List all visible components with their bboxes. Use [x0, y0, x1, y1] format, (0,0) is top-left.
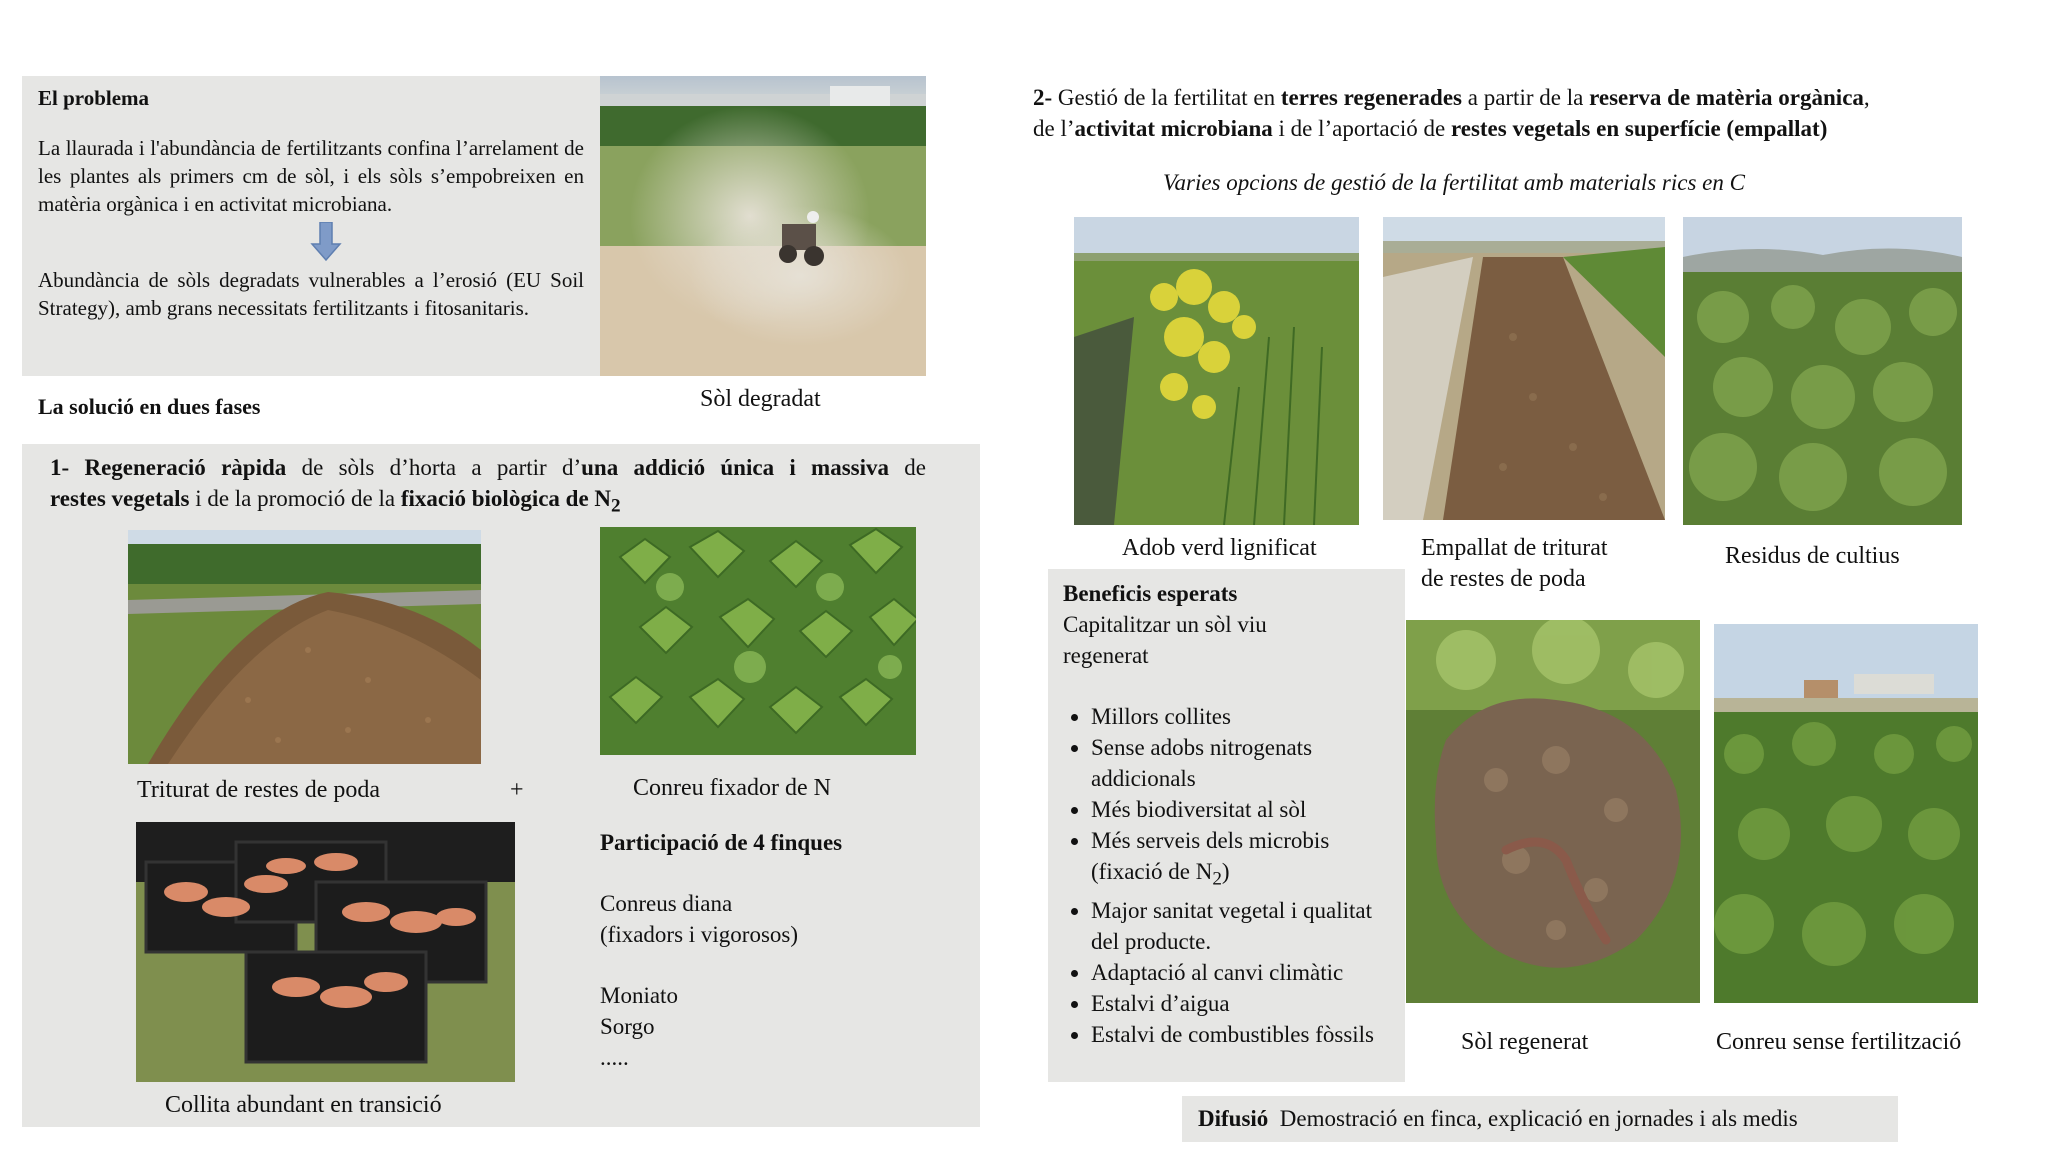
- solution-title: La solució en dues fases: [38, 394, 261, 419]
- green-manure-photo: [1074, 217, 1359, 525]
- benefit-item: • Més serveis dels microbis (fixació de $N_2$): [1091, 825, 1387, 895]
- crop-item: Sorgo: [600, 1014, 655, 1039]
- problem-title: El problema: [38, 86, 150, 110]
- crop-list: [600, 980, 678, 1073]
- regenerated-soil-photo: [1406, 620, 1700, 1003]
- benefit-item: • Millors collites: [1091, 701, 1387, 732]
- degraded-soil-photo: [600, 76, 926, 376]
- harvest-crates-photo: [136, 822, 515, 1082]
- problem-text-2: Abundància de sòls degradats vulnerables a l’erosió (EU Soil Strategy), amb grans necessitats fertilitzants i fitosanitaris.: [38, 268, 584, 320]
- benefit-item: • Estalvi d’aigua: [1091, 988, 1387, 1019]
- unfertilized-crop-photo: [1714, 624, 1978, 1003]
- benefit-item: • Estalvi de combustibles fòssils: [1091, 1019, 1387, 1050]
- benefit-item: • Sense adobs nitrogenats addicionals: [1091, 732, 1387, 794]
- benefit-item: • Adaptació al canvi climàtic: [1091, 957, 1387, 988]
- pruning-mulch-caption: Empallat de triturat de restes de poda: [1421, 535, 1608, 592]
- crop-item: .....: [600, 1045, 629, 1070]
- regenerated-soil-caption: Sòl regenerat: [1461, 1029, 1589, 1055]
- crop-residues-caption: Residus de cultius: [1725, 543, 1900, 569]
- crop-item: Moniato: [600, 983, 678, 1008]
- plus-sign: +: [510, 777, 524, 803]
- benefits-title: Beneficis esperats: [1063, 581, 1238, 606]
- diffusion-text: Difusió Demostració en finca, explicació en jornades i als medis: [1198, 1106, 1798, 1131]
- crop-residues-photo: [1683, 217, 1962, 525]
- n-fixer-crop-photo: [600, 527, 916, 755]
- green-manure-caption: Adob verd lignificat: [1122, 535, 1317, 561]
- benefit-item: • Més biodiversitat al sòl: [1091, 794, 1387, 825]
- harvest-caption: Collita abundant en transició: [165, 1092, 442, 1118]
- mulch-pile-photo: [128, 530, 481, 764]
- target-crops: Conreus diana (fixadors i vigorosos): [600, 891, 799, 947]
- options-subtitle: Varies opcions de gestió de la fertilitat amb materials rics en C: [1163, 170, 1745, 195]
- farms-title: Participació de 4 finques: [600, 830, 843, 855]
- phase1-heading: 1- Regeneració ràpida de sòls d’horta a partir d’una addició única i massiva de restes vegetals i de la promoció de la fixació biològica de $N_2$: [50, 455, 927, 517]
- n-fixer-caption: Conreu fixador de N: [633, 775, 831, 801]
- mulch-caption: Triturat de restes de poda: [137, 777, 381, 803]
- phase2-heading: 2- Gestió de la fertilitat en terres regenerades a partir de la reserva de matèria orgànica, de l’activitat microbiana i de l’aportació de restes vegetals en superfície (empallat): [1033, 85, 1870, 141]
- degraded-soil-caption: Sòl degradat: [700, 386, 821, 412]
- pruning-mulch-photo: [1383, 217, 1665, 520]
- problem-text-1: La llaurada i l'abundància de fertilitzants confina l’arrelament de les plantes als primers cm de sòl, i els sòls s’empobreixen en matèria orgànica i en activitat microbiana.: [38, 136, 584, 216]
- benefit-item: • Major sanitat vegetal i qualitat del producte.: [1091, 895, 1387, 957]
- benefits-intro: Capitalitzar un sòl viu regenerat: [1063, 612, 1267, 668]
- unfertilized-crop-caption: Conreu sense fertilització: [1716, 1029, 1962, 1055]
- benefits-list: [1057, 701, 1387, 1050]
- down-arrow-icon: [310, 222, 342, 262]
